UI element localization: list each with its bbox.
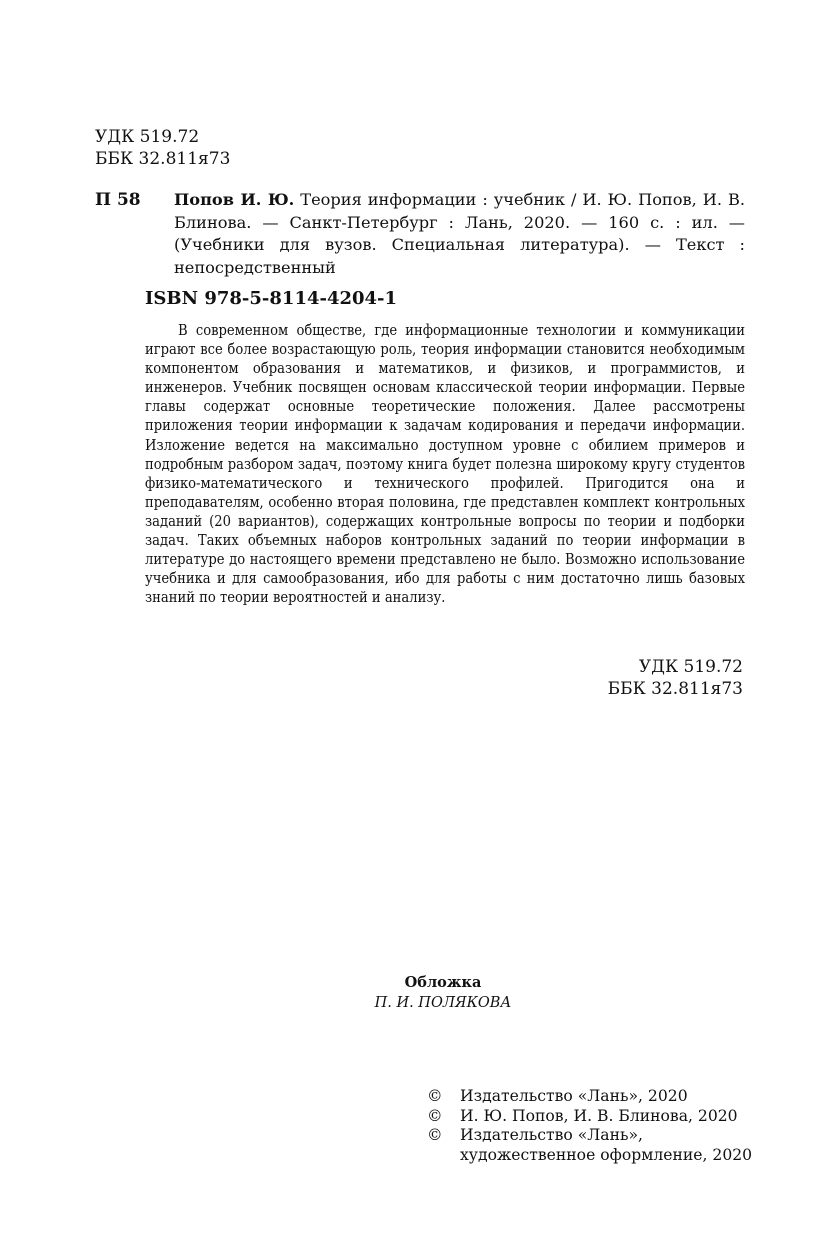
bibliographic-entry (174, 189, 745, 279)
bbk-code-top: ББК 32.811я73 (95, 149, 231, 169)
copyright-text-multiline (460, 1126, 752, 1165)
abstract (145, 321, 745, 607)
copyright-text: Издательство «Лань», 2020 (460, 1087, 688, 1105)
copyright-text-line2: художественное оформление, 2020 (460, 1145, 753, 1164)
udk-code-bottom: УДК 519.72 (638, 657, 743, 677)
entry-author: Попов И. Ю. (174, 190, 295, 209)
copyright-text: И. Ю. Попов, И. В. Блинова, 2020 (460, 1106, 738, 1125)
isbn: ISBN 978-5-8114-4204-1 (145, 288, 398, 309)
copyright-icon: © (427, 1126, 443, 1144)
cover-label: Обложка (404, 974, 482, 991)
classification-top (95, 126, 230, 170)
copyright-block (427, 1087, 767, 1165)
cover-credit (0, 972, 827, 1014)
udk-code-top: УДК 519.72 (95, 127, 200, 147)
copyright-text-line1: Издательство «Лань», (460, 1126, 643, 1144)
entry-description: Теория информации : учебник / И. Ю. Попов, И. В. Блинова. — Санкт-Петербург : Лань, 2020. — 160 с. : ил. — (Учебники для вузов. Специальная литература). — Текст : непосредственный (174, 190, 745, 277)
copyright-item (427, 1107, 767, 1127)
copyright-item (427, 1087, 767, 1107)
copyright-icon: © (427, 1087, 443, 1105)
author-mark: П 58 (95, 190, 141, 210)
bbk-code-bottom: ББК 32.811я73 (607, 679, 743, 699)
cover-designer: П. И. ПОЛЯКОВА (374, 995, 512, 1011)
copyright-item (427, 1126, 767, 1165)
copyright-icon: © (427, 1106, 443, 1125)
classification-bottom (608, 656, 743, 700)
abstract-text: В современном обществе, где информационные технологии и коммуникации играют все более возрастающую роль, теория информации становится необходимым компонентом образования и математиков, и физиков, и программистов, и инженеров. Учебник посвящен основам классической теории информации. Первые главы содержат основные теоретические положения. Далее рассмотрены приложения теории информации к задачам кодирования и передачи информации. Изложение ведется на максимально доступном уровне с обилием примеров и подробным разбором задач, поэтому книга будет полезна широкому кругу студентов физико-математического и технического профилей. Пригодится она и преподавателям, особенно вторая половина, где представлен комплект контрольных заданий (20 вариантов), содержащих контрольные вопросы по теории и подборки задач. Таких объемных наборов контрольных заданий по теории информации в литературе до настоящего времени представлено не было. Возможно использование учебника и для самообразования, ибо для работы с ним достаточно лишь базовых знаний по теории вероятностей и анализу. (145, 322, 745, 607)
